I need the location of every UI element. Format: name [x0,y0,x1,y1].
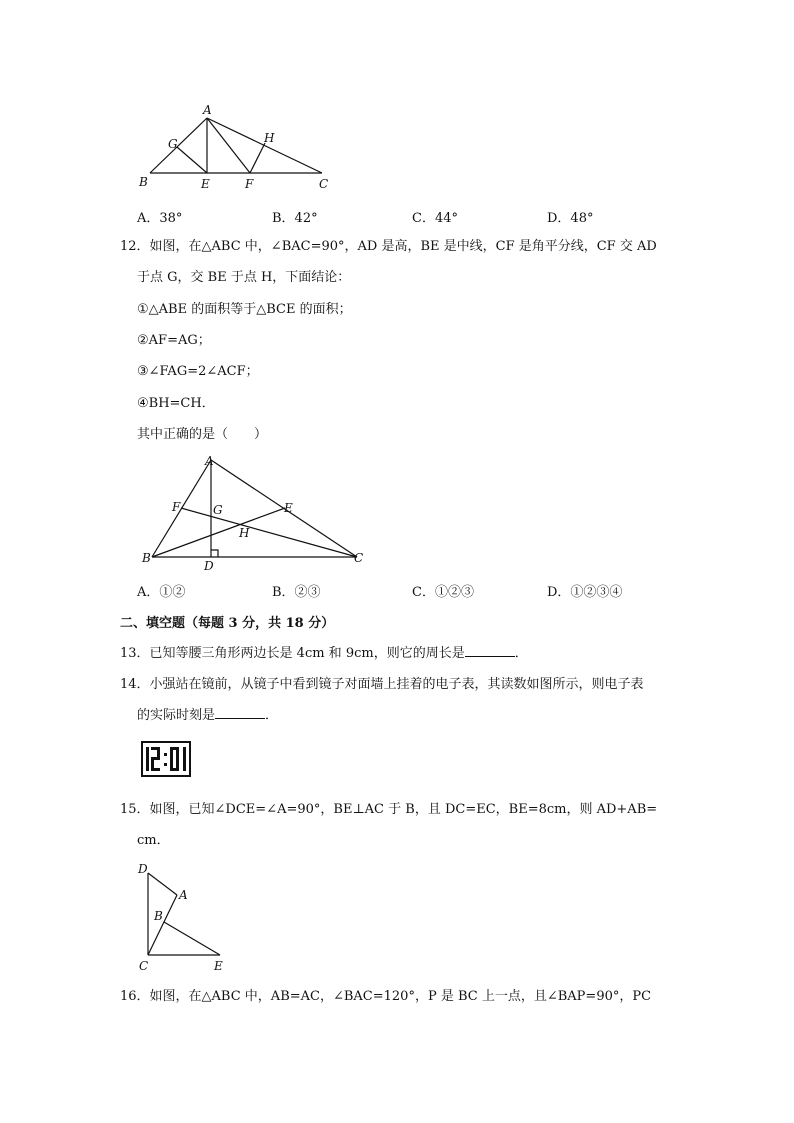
q11-label-b: B [139,175,148,189]
q12-line2: 于点 G，交 BE 于点 H，下面结论： [137,270,351,285]
q12-question: 其中正确的是（ ） [137,427,268,442]
q12-option-d[interactable]: D．①②③④ [547,585,623,600]
q15-label-a: A [179,888,188,902]
q14-line2 [137,706,278,726]
q11-label-g: G [168,137,178,151]
q14-line2-before: 的实际时刻是 [137,708,216,723]
q15-line1: 15．如图，已知∠DCE=∠A=90°，BE⊥AC 于 B，且 DC=EC，BE=8cm，则 AD+AB= [120,802,658,817]
q15-figure [132,860,242,978]
q12-label-g: G [213,503,223,517]
q11-option-c[interactable]: C．44° [412,211,458,226]
q12-claim-2: ②AF=AG； [137,333,211,348]
q12-claim-1: ①△ABE 的面积等于△BCE 的面积； [137,302,352,317]
q13-answer-blank[interactable] [465,644,515,657]
q11-label-a: A [203,103,212,117]
q12-claim-3: ③∠FAG=2∠ACF； [137,364,259,379]
q12-label-b: B [142,551,151,565]
q12-line1: 12．如图，在△ABC 中，∠BAC=90°，AD 是高，BE 是中线，CF 是角平分线，CF 交 AD [120,239,657,254]
section-heading-fill-in: 二、填空题（每题 3 分，共 18 分） [120,616,335,631]
q11-option-d[interactable]: D．48° [547,211,594,226]
q12-label-f: F [172,500,181,514]
q11-label-h: H [264,131,275,145]
q11-label-c: C [319,177,329,191]
q12-label-d: D [204,559,214,573]
q16-line1: 16．如图，在△ABC 中，AB=AC，∠BAC=120°，P 是 BC 上一点，且∠BAP=90°，PC [120,989,652,1004]
q12-label-h: H [239,526,250,540]
q11-figure [130,100,340,200]
q11-label-f: F [245,177,254,191]
q11-label-e: E [201,177,210,191]
q11-option-b[interactable]: B．42° [272,211,318,226]
q14-line1: 14．小强站在镜前，从镜子中看到镜子对面墙上挂着的电子表，其读数如图所示，则电子表 [120,677,644,692]
q12-option-c[interactable]: C．①②③ [412,585,474,600]
q13-text-after: ． [514,646,528,661]
q12-label-a: A [205,454,214,468]
q13-text [120,644,528,664]
q15-label-d: D [138,862,148,876]
q12-option-b[interactable]: B．②③ [272,585,321,600]
q13-text-before: 13．已知等腰三角形两边长是 4cm 和 9cm，则它的周长是 [120,646,465,661]
q15-label-b: B [154,909,163,923]
q14-answer-blank[interactable] [215,706,265,719]
q12-claim-4: ④BH=CH． [137,396,215,411]
q14-clock-digits [143,743,189,775]
q15-label-c: C [139,959,149,973]
q15-label-e: E [214,959,223,973]
q12-label-c: C [354,551,364,565]
q15-line2: cm． [137,833,170,848]
q12-option-a[interactable]: A．①② [137,585,186,600]
q14-digital-clock [141,741,191,777]
q12-label-e: E [284,501,293,515]
q11-option-a[interactable]: A．38° [137,211,183,226]
q12-figure [135,450,375,575]
q14-line2-after: ． [265,708,279,723]
